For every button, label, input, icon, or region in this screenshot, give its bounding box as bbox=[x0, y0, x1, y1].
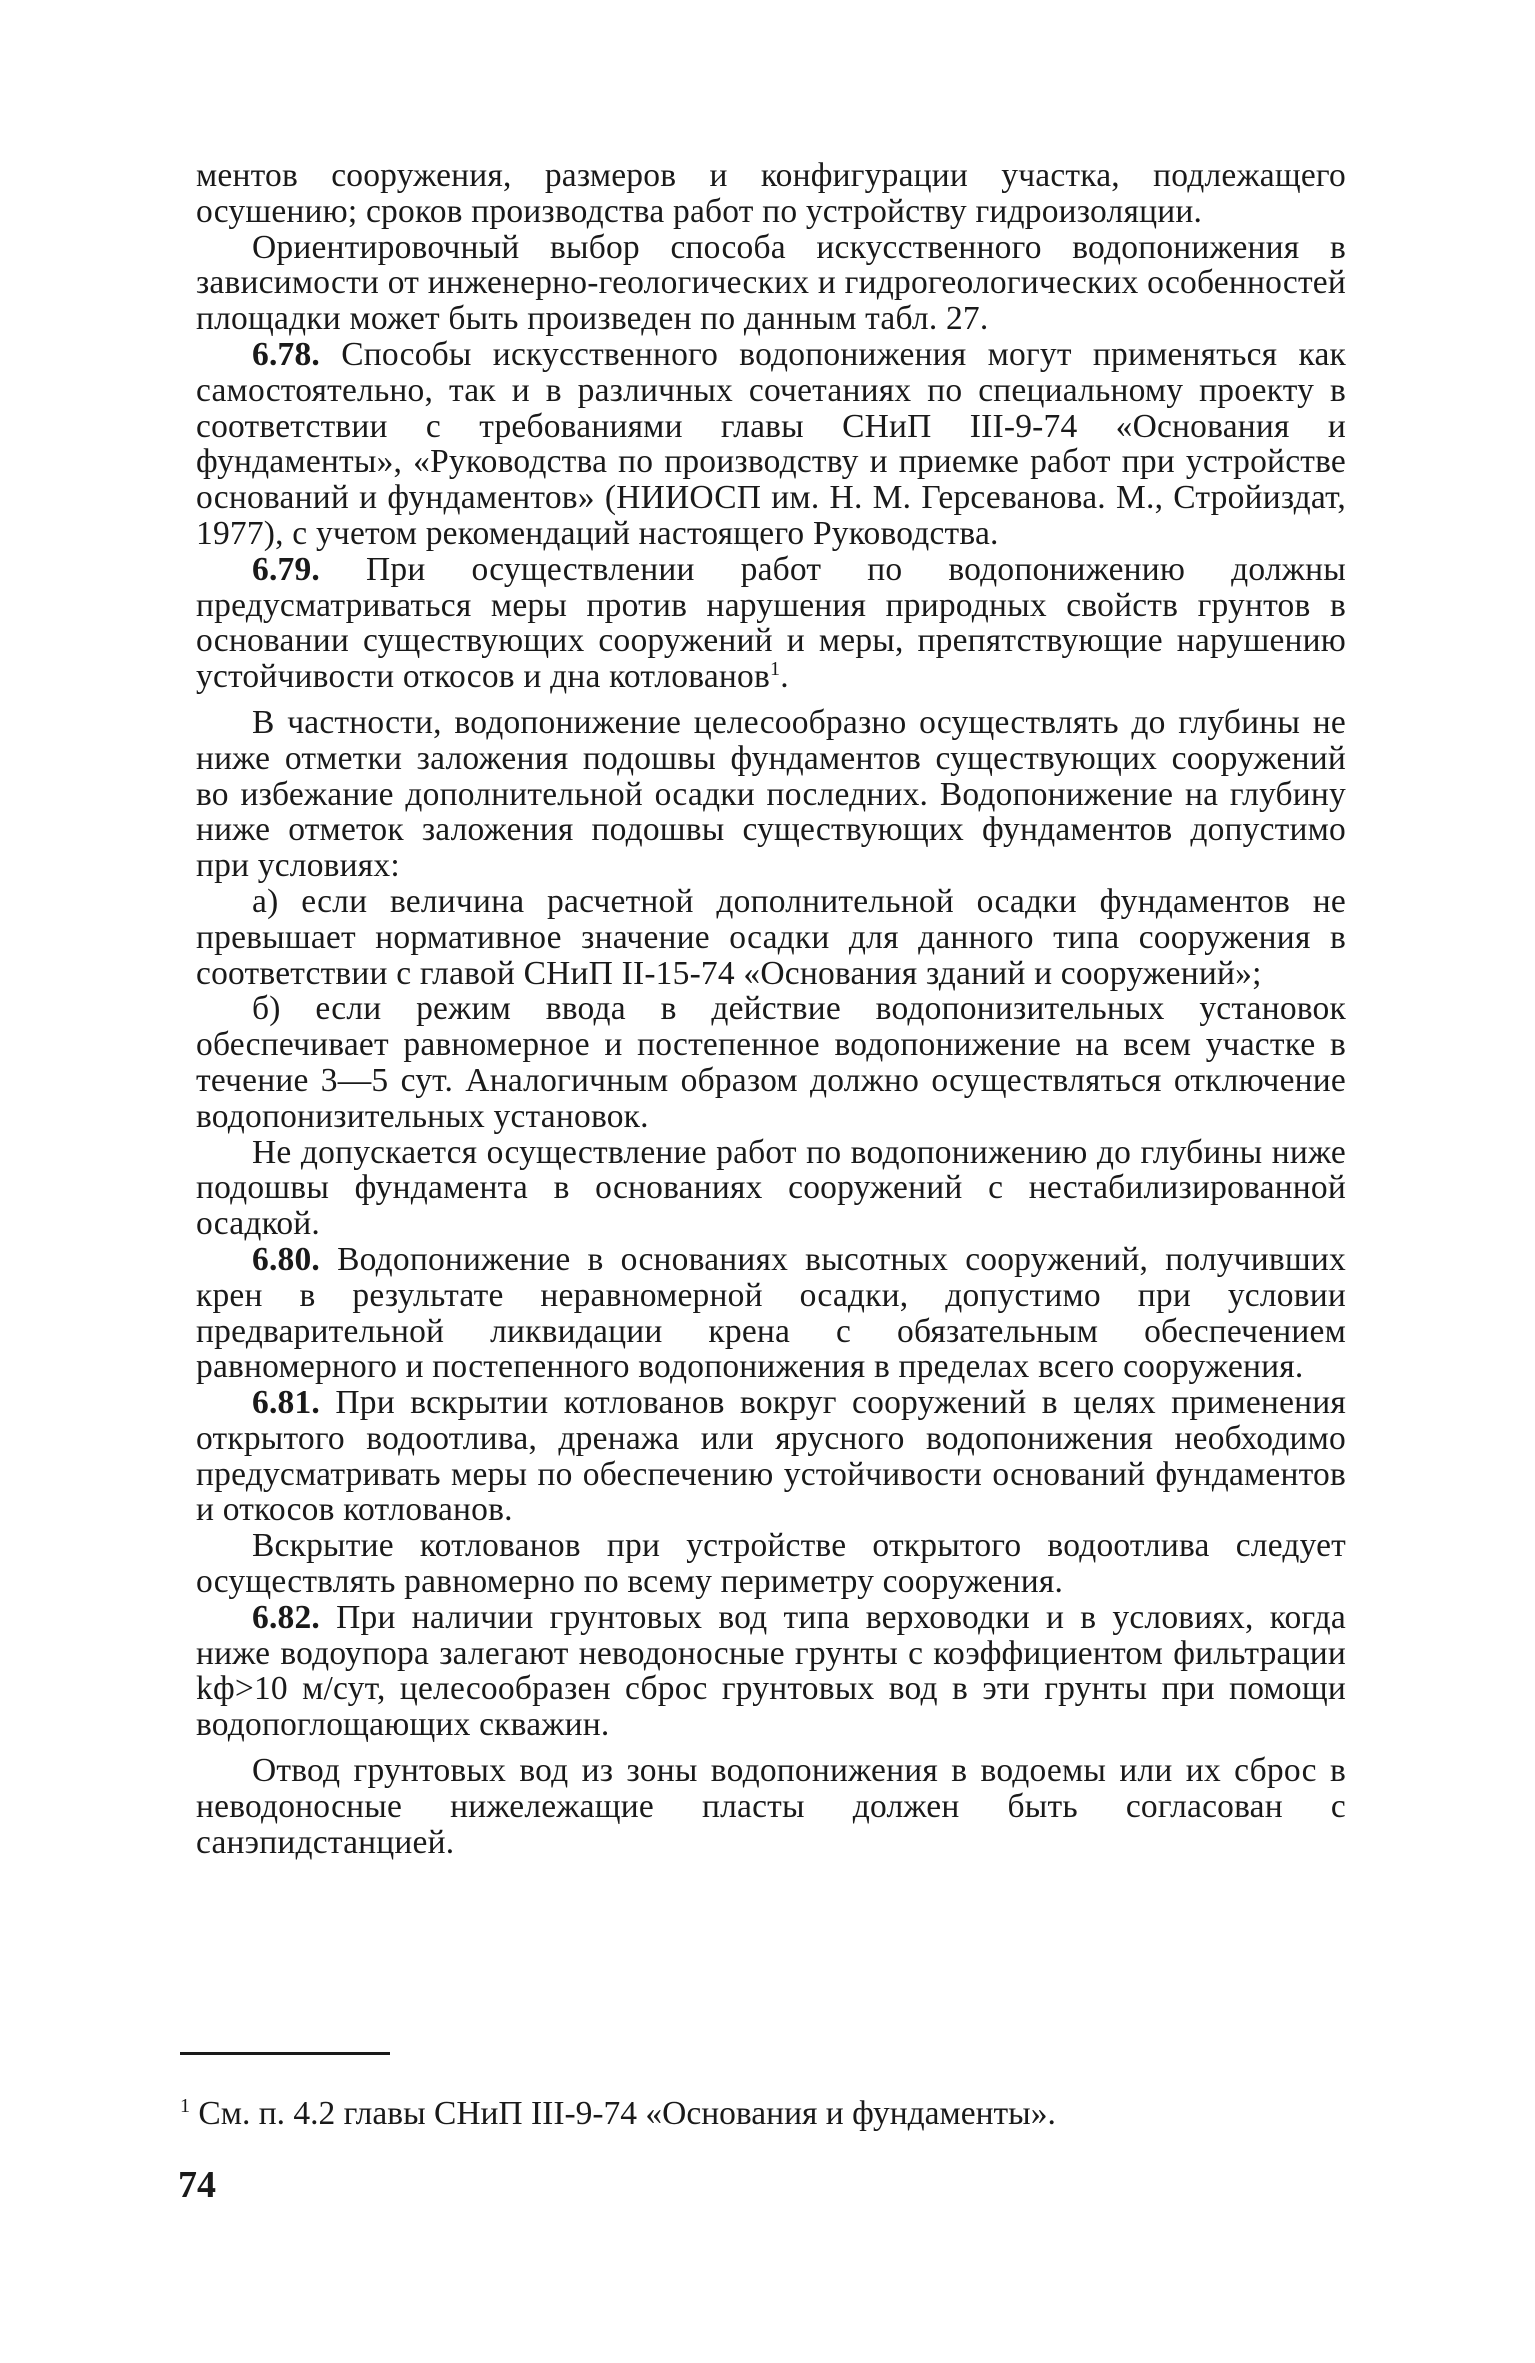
clause-number: 6.80. bbox=[252, 1240, 320, 1278]
paragraph-text: Способы искусственного водопонижения могут применяться как самостоятельно, так и в различных сочетаниях по специальному проекту в соответствии с требованиями главы СНиП III-9-74 «Основания и фундаменты», «Руководства по производству и приемке работ при устройстве оснований и фундаментов» (НИИОСП им. Н. М. Герсеванова. М., Стройиздат, 1977), с учетом рекомендаций настоящего Руководства. bbox=[196, 335, 1346, 552]
paragraph-text: При вскрытии котлованов вокруг сооружений в целях применения открытого водоотлива, дренажа или ярусного водопонижения необходимо предусматривать меры по обеспечению устойчивости оснований фундаментов и откосов котлованов. bbox=[196, 1384, 1346, 1529]
condition-a bbox=[196, 884, 1346, 991]
paragraph-text: В частности, водопонижение целесообразно осуществлять до глубины не ниже отметки заложения подошвы фундаментов существующих сооружений во избежание дополнительной осадки последних. Водопонижение на глубину ниже отметок заложения подошвы существующих фундаментов допустимо при условиях: bbox=[196, 703, 1346, 885]
footnote-reference: 1 bbox=[770, 658, 781, 680]
footnote-marker: 1 bbox=[180, 2094, 191, 2117]
paragraph-text: Не допускается осуществление работ по водопонижению до глубины ниже подошвы фундамента в основаниях сооружений с нестабилизированной осадкой. bbox=[196, 1133, 1346, 1243]
paragraph bbox=[196, 1528, 1346, 1600]
paragraph-text: Ориентировочный выбор способа искусственного водопонижения в зависимости от инженерно-геологических и гидрогеологических особенностей площадки может быть произведен по данным табл. 27. bbox=[196, 228, 1346, 338]
document-body bbox=[196, 158, 1346, 1860]
paragraph-6-79 bbox=[196, 552, 1346, 695]
paragraph bbox=[196, 705, 1346, 884]
page-number: 74 bbox=[178, 2164, 216, 2206]
paragraph-text: При осуществлении работ по водопонижению должны предусматриваться меры против нарушения природных свойств грунтов в основании существующих сооружений и меры, препятствующие нарушению устойчивости откосов и дна котлованов bbox=[196, 550, 1346, 696]
footnote bbox=[180, 2095, 1340, 2133]
paragraph bbox=[196, 1753, 1346, 1860]
clause-number: 6.78. bbox=[252, 335, 320, 373]
paragraph-text: б) если режим ввода в действие водопонизительных установок обеспечивает равномерное и постепенное водопонижение на всем участке в течение 3—5 сут. Аналогичным образом должно осуществляться отключение водопонизительных установок. bbox=[196, 990, 1346, 1135]
footnote-divider bbox=[180, 2052, 390, 2055]
paragraph-6-81 bbox=[196, 1385, 1346, 1528]
footnote-text: См. п. 4.2 главы СНиП III-9-74 «Основания и фундаменты». bbox=[190, 2095, 1056, 2132]
paragraph-6-80 bbox=[196, 1242, 1346, 1385]
paragraph bbox=[196, 230, 1346, 337]
paragraph-text: При наличии грунтовых вод типа верховодки и в условиях, когда ниже водоупора залегают неводоносные грунты с коэффициентом фильтрации kф>10 м/сут, целесообразен сброс грунтовых вод в эти грунты при помощи водопоглощающих скважин. bbox=[196, 1598, 1346, 1744]
paragraph-text: ментов сооружения, размеров и конфигурации участка, подлежащего осушению; сроков производства работ по устройству гидроизоляции. bbox=[196, 157, 1346, 230]
paragraph-6-78 bbox=[196, 337, 1346, 552]
paragraph-continuation bbox=[196, 158, 1346, 230]
paragraph-6-82 bbox=[196, 1600, 1346, 1743]
condition-b bbox=[196, 991, 1346, 1134]
paragraph-text: а) если величина расчетной дополнительной осадки фундаментов не превышает нормативное значение осадки для данного типа сооружения в соответствии с главой СНиП II-15-74 «Основания зданий и сооружений»; bbox=[196, 882, 1346, 992]
clause-number: 6.79. bbox=[252, 550, 320, 588]
paragraph-text: Вскрытие котлованов при устройстве открытого водоотлива следует осуществлять равномерно по всему периметру сооружения. bbox=[196, 1527, 1346, 1601]
paragraph-text: Водопонижение в основаниях высотных сооружений, получивших крен в результате неравномерной осадки, допустимо при условии предварительной ликвидации крена с обязательным обеспечением равномерного и постепенного водопонижения в пределах всего сооружения. bbox=[196, 1240, 1346, 1386]
paragraph-tail: . bbox=[780, 658, 789, 696]
clause-number: 6.81. bbox=[252, 1384, 320, 1422]
clause-number: 6.82. bbox=[252, 1598, 320, 1636]
paragraph bbox=[196, 1135, 1346, 1242]
paragraph-text: Отвод грунтовых вод из зоны водопонижения в водоемы или их сброс в неводоносные нижележащие пласты должен быть согласован с санэпидстанцией. bbox=[196, 1752, 1346, 1861]
